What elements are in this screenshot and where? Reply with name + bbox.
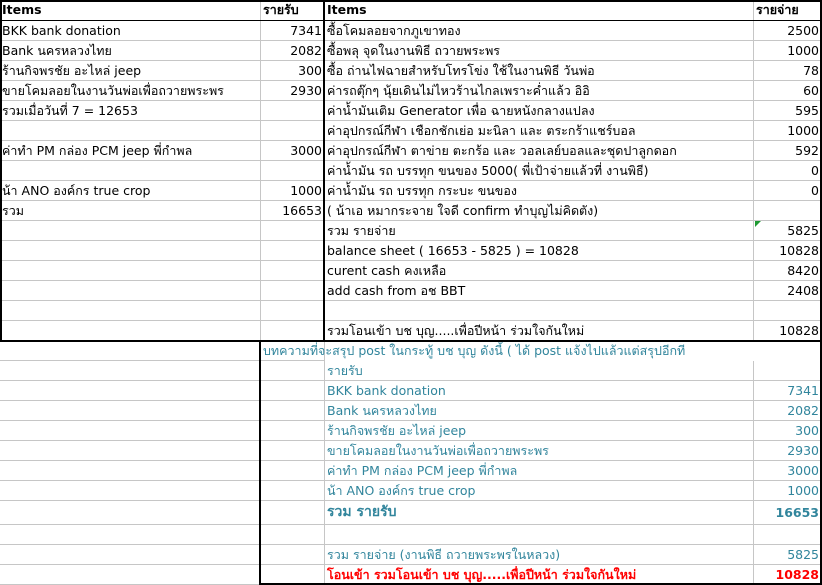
article-income-amount[interactable]: 300 <box>754 421 822 441</box>
expense-amount[interactable]: 592 <box>754 141 822 161</box>
empty-cell[interactable] <box>0 421 261 441</box>
table-row <box>0 501 822 525</box>
empty-cell[interactable] <box>0 341 261 361</box>
table-row <box>0 481 822 501</box>
empty-cell[interactable] <box>261 501 325 525</box>
empty-cell[interactable] <box>754 525 822 545</box>
summary-amount[interactable]: 2408 <box>754 281 822 301</box>
income-amount-header[interactable]: รายรับ <box>261 0 325 21</box>
empty-cell[interactable] <box>261 221 325 241</box>
empty-cell[interactable] <box>261 261 325 281</box>
table-row <box>0 81 822 101</box>
summary-label[interactable]: balance sheet ( 16653 - 5825 ) = 10828 <box>325 241 754 261</box>
income-amount[interactable] <box>261 161 325 181</box>
summary-amount[interactable]: 10828 <box>754 241 822 261</box>
summary-label[interactable]: รวม รายจ่าย <box>325 221 754 241</box>
income-amount[interactable] <box>261 121 325 141</box>
empty-cell[interactable] <box>261 481 325 501</box>
article-transfer-total[interactable]: 10828 <box>754 565 822 585</box>
table-row <box>0 321 822 341</box>
summary-label[interactable]: curent cash คงเหลือ <box>325 261 754 281</box>
table-row <box>0 461 822 481</box>
table-row <box>0 565 822 585</box>
expense-items-header[interactable]: Items <box>325 0 754 21</box>
table-row <box>0 421 822 441</box>
table-row <box>0 361 822 381</box>
empty-cell[interactable] <box>0 461 261 481</box>
empty-cell[interactable] <box>261 525 325 545</box>
empty-cell[interactable] <box>261 321 325 341</box>
article-income-amount[interactable]: 1000 <box>754 481 822 501</box>
empty-cell[interactable] <box>0 321 261 341</box>
expense-amount[interactable]: 60 <box>754 81 822 101</box>
expense-amount[interactable]: 1000 <box>754 41 822 61</box>
empty-cell[interactable] <box>754 361 822 381</box>
article-income-amount[interactable]: 2082 <box>754 401 822 421</box>
expense-amount[interactable]: 595 <box>754 101 822 121</box>
empty-cell[interactable] <box>261 441 325 461</box>
table-row <box>0 121 822 141</box>
article-income-amount[interactable]: 3000 <box>754 461 822 481</box>
income-item[interactable]: BKK bank donation <box>0 21 261 41</box>
empty-cell[interactable] <box>261 565 325 585</box>
table-row <box>0 141 822 161</box>
article-expense-total-label[interactable]: รวม รายจ่าย (งานพิธี ถวายพระพรในหลวง) <box>325 545 754 565</box>
income-item[interactable]: รวมเมื่อวันที่ 7 = 12653 <box>0 101 261 121</box>
income-amount[interactable] <box>261 101 325 121</box>
table-row <box>0 201 822 221</box>
table-row <box>0 161 822 181</box>
income-item[interactable]: ร้านกิจพรชัย อะไหล่ jeep <box>0 61 261 81</box>
summary-amount[interactable]: 8420 <box>754 261 822 281</box>
article-transfer-label[interactable]: โอนเข้า รวมโอนเข้า บช บุญ.....เพื่อปีหน้า ร่วมใจกันใหม่ <box>325 565 754 585</box>
border-section <box>0 340 822 342</box>
income-total[interactable]: 16653 <box>261 201 325 221</box>
empty-cell[interactable] <box>0 261 261 281</box>
income-item[interactable]: ค่าทำ PM กล่อง PCM jeep พี่กำพล <box>0 141 261 161</box>
article-intro[interactable]: บทความที่จะสรุป post ในกระทู้ บช บุญ ดังนี้ ( ได้ post แจ้งไปแล้วแต่สรุปอีกที <box>261 341 325 361</box>
expense-amount[interactable]: 0 <box>754 181 822 201</box>
expense-item[interactable]: ค่าน้ำมัน รถ บรรทุก ขนของ 5000( พี่เป้าจ่ายแล้วที่ งานพิธี) <box>325 161 754 181</box>
income-item[interactable]: Bank นครหลวงไทย <box>0 41 261 61</box>
expense-amount-header[interactable]: รายจ่าย <box>754 0 822 21</box>
table-row <box>0 301 822 321</box>
empty-cell[interactable] <box>0 381 261 401</box>
summary-amount[interactable]: 5825 <box>754 221 822 241</box>
border-header-bottom <box>0 20 822 21</box>
expense-item[interactable]: ค่าอุปกรณ์กีฬา ตาข่าย ตะกร้อ และ วอลเลย์บอลและชุดปาลูกดอก <box>325 141 754 161</box>
income-amount[interactable]: 7341 <box>261 21 325 41</box>
table-row <box>0 381 822 401</box>
expense-item[interactable]: ซื้อโคมลอยจากภูเขาทอง <box>325 21 754 41</box>
expense-amount[interactable]: 0 <box>754 161 822 181</box>
article-income-total-label[interactable]: รวม รายรับ <box>325 501 754 525</box>
border-top <box>0 0 822 2</box>
table-row <box>0 61 822 81</box>
empty-cell[interactable] <box>0 501 261 525</box>
income-item[interactable]: ขายโคมลอยในงานวันพ่อเพื่อถวายพระพร <box>0 81 261 101</box>
summary-amount[interactable] <box>754 301 822 321</box>
income-item[interactable] <box>0 161 261 181</box>
empty-cell[interactable] <box>261 545 325 565</box>
article-income-item[interactable]: ร้านกิจพรชัย อะไหล่ jeep <box>325 421 754 441</box>
income-amount[interactable]: 3000 <box>261 141 325 161</box>
empty-cell[interactable] <box>0 545 261 565</box>
article-income-item[interactable]: ค่าทำ PM กล่อง PCM jeep พี่กำพล <box>325 461 754 481</box>
income-amount[interactable]: 300 <box>261 61 325 81</box>
empty-cell[interactable] <box>0 401 261 421</box>
empty-cell[interactable] <box>0 221 261 241</box>
table-row <box>0 41 822 61</box>
article-income-total[interactable]: 16653 <box>754 501 822 525</box>
article-expense-total[interactable]: 5825 <box>754 545 822 565</box>
summary-label[interactable] <box>325 301 754 321</box>
header-row <box>0 0 822 21</box>
empty-cell[interactable] <box>261 461 325 481</box>
empty-cell[interactable] <box>261 241 325 261</box>
summary-label[interactable]: add cash from อช BBT <box>325 281 754 301</box>
table-row <box>0 241 822 261</box>
comment-indicator-icon[interactable] <box>755 221 761 227</box>
border-article-left <box>259 341 261 585</box>
article-income-amount[interactable]: 7341 <box>754 381 822 401</box>
income-amount[interactable]: 2930 <box>261 81 325 101</box>
empty-cell[interactable] <box>0 301 261 321</box>
empty-cell[interactable] <box>0 481 261 501</box>
empty-cell[interactable] <box>0 565 261 585</box>
border-middle <box>323 0 325 341</box>
empty-cell[interactable] <box>261 401 325 421</box>
transfer-label[interactable]: รวมโอนเข้า บช บุญ.....เพื่อปีหน้า ร่วมใจกันใหม่ <box>325 321 754 341</box>
expense-amount[interactable]: 1000 <box>754 121 822 141</box>
empty-cell[interactable] <box>0 525 261 545</box>
expense-item[interactable]: ซื้อ ถ่านไฟฉายสำหรับโทรโข่ง ใช้ในงานพิธี วันพ่อ <box>325 61 754 81</box>
income-item[interactable] <box>0 121 261 141</box>
empty-cell[interactable] <box>0 441 261 461</box>
article-income-item[interactable]: BKK bank donation <box>325 381 754 401</box>
empty-cell[interactable] <box>261 301 325 321</box>
table-row <box>0 221 822 241</box>
empty-cell[interactable] <box>325 525 754 545</box>
empty-cell[interactable] <box>261 361 325 381</box>
expense-note[interactable]: ( น้าเอ หมากระจาย ใจดี confirm ทำบุญไม่คิดตัง) <box>325 201 754 221</box>
expense-amount[interactable]: 78 <box>754 61 822 81</box>
expense-amount[interactable]: 2500 <box>754 21 822 41</box>
empty-cell[interactable] <box>0 241 261 261</box>
expense-item[interactable]: ซื้อพลุ จุดในงานพิธี ถวายพระพร <box>325 41 754 61</box>
expense-item[interactable]: ค่าอุปกรณ์กีฬา เชือกชักเย่อ มะนิลา และ ตระกร้าแชร์บอล <box>325 121 754 141</box>
table-row <box>0 341 822 361</box>
table-row <box>0 401 822 421</box>
article-income-label[interactable]: รายรับ <box>325 361 754 381</box>
table-row <box>0 181 822 201</box>
income-amount[interactable]: 1000 <box>261 181 325 201</box>
table-row <box>0 525 822 545</box>
empty-cell[interactable] <box>261 421 325 441</box>
table-row <box>0 21 822 41</box>
border-left <box>0 0 2 341</box>
expense-amount[interactable] <box>754 201 822 221</box>
article-income-item[interactable]: น้า ANO องค์กร true crop <box>325 481 754 501</box>
table-row <box>0 545 822 565</box>
table-row <box>0 101 822 121</box>
table-row <box>0 441 822 461</box>
empty-cell[interactable] <box>261 281 325 301</box>
table-row <box>0 281 822 301</box>
article-income-item[interactable]: Bank นครหลวงไทย <box>325 401 754 421</box>
income-items-header[interactable]: Items <box>0 0 261 21</box>
expense-item[interactable]: ค่ารถตุ๊กๆ นุ้ยเดินไม่ไหวร้านไกลเพราะค่ำแล้ว อิอิ <box>325 81 754 101</box>
income-amount[interactable]: 2082 <box>261 41 325 61</box>
expense-item[interactable]: ค่าน้ำมัน รถ บรรทุก กระบะ ขนของ <box>325 181 754 201</box>
expense-item[interactable]: ค่าน้ำมันเติม Generator เพื่อ ฉายหนังกลางแปลง <box>325 101 754 121</box>
transfer-amount[interactable]: 10828 <box>754 321 822 341</box>
empty-cell[interactable] <box>261 381 325 401</box>
table-row <box>0 261 822 281</box>
empty-cell[interactable] <box>0 361 261 381</box>
empty-cell[interactable] <box>0 281 261 301</box>
article-income-item[interactable]: ขายโคมลอยในงานวันพ่อเพื่อถวายพระพร <box>325 441 754 461</box>
income-total-label[interactable]: รวม <box>0 201 261 221</box>
article-income-amount[interactable]: 2930 <box>754 441 822 461</box>
income-item[interactable]: น้า ANO องค์กร true crop <box>0 181 261 201</box>
